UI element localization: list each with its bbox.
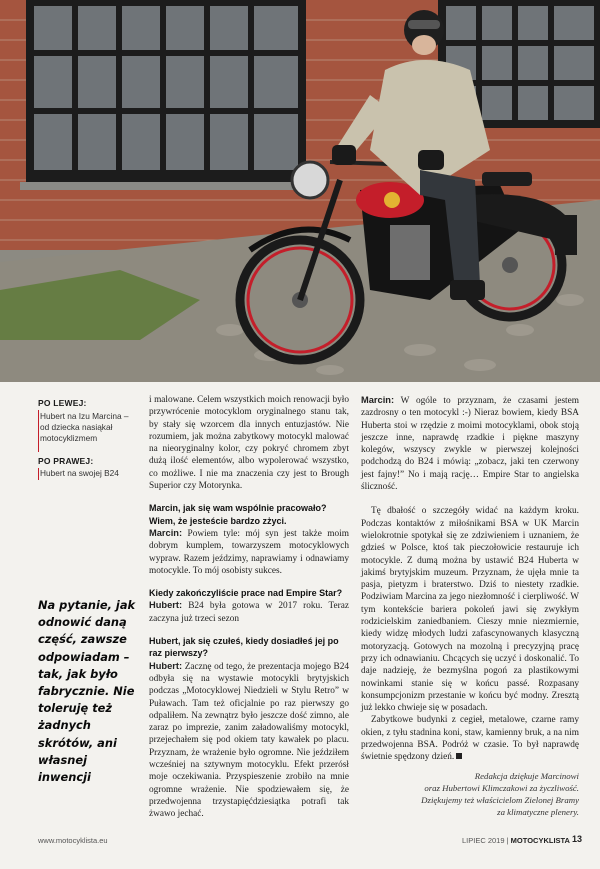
answer-text: Zacznę od tego, że prezentacja mojego B24 odbyła się na wystawie motocykli brytyjskich podczas „Motocyklowej Niedzieli w Stylu Retro” w Puławach. Tam też oficjalnie po raz pierwszy go odpaliłem. Na zewnątrz było jeszcze dość zimno, ale zaraz po imprezie, zanim załadowaliśmy motocykl, przejechałem się pod okiem taty kawałek po placu. Przyznam, że wrażenie było ogromne. Nie jeździłem wcześniej na sztywnym motocyklu. Efekt przerósł moje oczekiwania. Przyspieszenie zrobiło na mnie ogromne wrażenie. Nie spodziewałem się, że przedwojenna trzystapięćdziesiątka potrafi tak żwawo jechać.: [149, 661, 349, 820]
answer-text: W ogóle to przyznam, że czasami jestem zazdrosny o ten motocykl :-) Nieraz bowiem, kiedy BSA Huberta stoi w rzędzie z moimi motocyklami, obok stoją jeszcze inne, naprawdę rzadkie i piękne maszyny kolegów, wszyscy zwykle w pierwszej kolejności podchodzą do B24 i mówią: „zobacz, jaki ten czerwony jest fajny!” No i mają rację… Empire Star to angielska śliczność.: [361, 396, 579, 493]
interview-question: Kiedy zakończyliście prace nad Empire Star?: [149, 588, 343, 599]
page-number: 13: [572, 834, 583, 844]
article-column-2: [361, 394, 579, 764]
editorial-credit: [361, 770, 579, 818]
caption-left-heading: PO LEWEJ:: [38, 398, 87, 408]
end-mark-icon: [456, 753, 462, 759]
speaker-label: Hubert:: [149, 600, 183, 611]
credit-line: za klimatyczne plenery.: [497, 807, 579, 817]
footer-issue-date: LIPIEC 2019: [462, 836, 505, 845]
footer-issue: [462, 836, 570, 845]
credit-line: Dziękujemy też właścicielom Zielonej Bramy: [421, 795, 579, 805]
speaker-label: Marcin:: [361, 395, 395, 405]
caption-rule-left: [38, 410, 39, 452]
article-column-1: [149, 394, 349, 821]
interview-question: Hubert, jak się czułeś, kiedy dosiadłeś jej po raz pierwszy?: [149, 636, 339, 659]
interview-question: Marcin, jak się wam wspólnie pracowało? Wiem, że jesteście bardzo zżyci.: [149, 503, 327, 526]
footer-magazine-name: MOTOCYKLISTA: [510, 836, 570, 845]
credit-line: Redakcja dziękuje Marcinowi: [474, 771, 579, 781]
motorcycle-photo: [0, 0, 600, 382]
credit-line: oraz Hubertowi Klimczakowi za życzliwość.: [424, 783, 579, 793]
body-paragraph: Zabytkowe budynki z cegieł, metalowe, czarne ramy okien, z tyłu stadnina koni, staw, kamienny bruk, a na nim przedwojenna BSA. Podróż w czasie. To był naprawdę świetnie spędzony dzień.: [361, 715, 579, 763]
footer-website: www.motocyklista.eu: [38, 836, 108, 845]
caption-right-text: Hubert na swojej B24: [40, 468, 119, 478]
answer-text: Powiem tyle: mój syn jest także moim dobrym kumplem, towarzyszem motocyklowych wypraw. Razem jeździmy, naprawiamy i odnawiamy motocykle. To mój osobisty sukces.: [149, 528, 349, 576]
answer-text: B24 była gotowa w 2017 roku. Teraz zaczyna już trzeci sezon: [149, 601, 349, 624]
body-paragraph: Tę dbałość o szczegóły widać na każdym kroku. Podczas kontaktów z miłośnikami BSA w UK Marcin wielokrotnie spotykał się ze zdziwieniem i uznaniem, że gdzieś w Polsce, ktoś tak pieczołowicie restauruje ich motocykle. Z dumą można by ustawić B24 Huberta w jakimś brytyjskim muzeum. Przyznam, że ujęła mnie ta pasja, pietyzm i braterstwo. Dziś to niestety rzadkie. Podziwiam Marcina za jego niezłomność i cierpliwość. W tym kontekście bariera pokoleń jawi się zwykłym rodzicielskim zaniedbaniem. Cieszy mnie niezmiernie, kiedy widzę młodych ludzi zafascynowanych klasyczną motoryzacją. Gotowych na mozolną i precyzyjną pracę przy ich odnawianiu. Chcących się uczyć i doskonalić. To daje nadzieję, że bezmyślna pogoń za plastikowymi nowinkami stanie się w końcu passé. Rozpasany konsumpcjonizm przestanie w końcu być modny. Zresztą już lekko chwieje się w posadach.: [361, 506, 579, 714]
footer-separator: |: [506, 836, 509, 845]
photo-illustration: [0, 0, 600, 382]
body-paragraph: i malowane. Celem wszystkich moich renowacji było przywrócenie motocyklom oryginalnego stanu tak, by stały się wzorcem dla innych entuzjastów. Nie rozumiem, jak można zabytkowy motocykl malować na nieoryginalny kolor, czy pokryć chromem zbyt dużą ilość elementów, albo wypolerować wszystko, co możliwe. I nie ma znaczenia czy jest to Brough Superior czy Motorynka.: [149, 395, 349, 492]
caption-left-text: Hubert na Izu Marcina – od dziecka nasiąkał motocyklizmem: [40, 411, 129, 443]
caption-right-heading: PO PRAWEJ:: [38, 456, 94, 466]
caption-rule-right: [38, 468, 39, 480]
headlamp: [292, 162, 328, 198]
pull-quote: Na pytanie, jak odnowić daną część, zawsze odpowiadam – tak, jak było fabrycznie. Nie toleruję też żadnych skrótów, ani własnej inwencji: [38, 598, 136, 785]
speaker-label: Marcin:: [149, 527, 183, 538]
speaker-label: Hubert:: [149, 660, 183, 671]
